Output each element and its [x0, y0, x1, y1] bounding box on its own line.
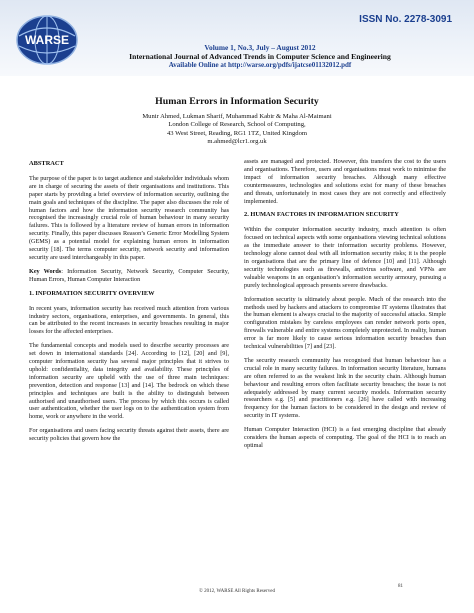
left-column	[29, 158, 229, 449]
section-2-paragraph: Human Computer Interaction (HCI) is a fast emerging discipline that already considers the human aspects of computing. The goal of the HCI is to reach an optimal	[244, 426, 446, 449]
section-2-paragraph: Within the computer information security industry, much attention is often focused on technical aspects with some organisations viewing technical solutions as the immediate answer to their information security problems. However, technology alone cannot deal with all information security risks; it is the people in organisations that are the primary line of defence [10] and [11]. Although security technologies such as firewalls, antivirus software, and VPNs are valuable weapons in an organisation’s information security armoury, pursuing a purely technological approach presents severe drawbacks.	[244, 226, 446, 289]
online-url[interactable]: Available Online at http://warse.org/pdfs/ijatcse01132012.pdf	[168, 61, 352, 69]
author-names: Munir Ahmed, Lukman Sharif, Muhammad Kabir & Maha Al-Maimani	[142, 113, 332, 120]
section-2-heading: 2. HUMAN FACTORS IN INFORMATION SECURITY	[244, 211, 399, 219]
section-1-paragraph: For organisations and users facing security threats against their assets, there are security policies that govern how the	[29, 427, 229, 443]
svg-text:WARSE: WARSE	[24, 33, 70, 47]
keywords-label: Key Words	[29, 267, 62, 275]
author-block	[0, 113, 474, 147]
continued-paragraph: assets are managed and protected. However, this transfers the cost to the users and organisations. Therefore, users and organisations must work to minimise the impact of information security breaches. Although many effective countermeasures, technologies and solutions exist for many of these breaches and threats, unfortunately in most cases they are not correctly and effectively implemented.	[244, 158, 446, 205]
page-number: 81	[398, 584, 403, 589]
copyright-footer: © 2012, WARSE All Rights Reserved	[199, 589, 275, 594]
section-1-paragraph: In recent years, information security has received much attention from various industry sectors, organisations, enterprises, and governments. In general, this can be attributed to the recent increases in security breaches resulting in major losses for the affected enterprises.	[29, 304, 229, 336]
author-affiliation: London College of Research, School of Computing,	[168, 121, 306, 129]
right-column	[244, 158, 446, 456]
author-email[interactable]: m.ahmed@lcr1.org.uk	[207, 138, 267, 146]
keywords-text: : Information Security, Network Security, Computer Security, Human Errors, Human Computer Interaction	[29, 267, 229, 283]
section-1-paragraph: The fundamental concepts and models used to describe security processes are set down in international standards [24]. According to [12], [20] and [9], computer information security has several major principles that it strives to uphold: confidentiality, data integrity and availability. These principles of information security are upheld with the use of three main techniques: prevention, detection and response [13] and [14]. The bedrock on which these principles and techniques are built is the ability to distinguish between authorised and unauthorised users. The process by which this occurs is called user authentication, whether the user logs on to the authentication system from home, work or anywhere in the world.	[29, 342, 229, 421]
section-2-paragraph: The security research community has recognised that human behaviour has a crucial role in many security failures. In information security literature, humans are often referred to as the weakest link in the security chain. Although human behaviour and resulting errors often facilitate security breaches; the issue is not adequately addressed by many current security models. Information security researchers e.g. [5] and practitioners e.g. [26] have called with increasing frequency for the human factors to be considered in the design and review of security in IT systems.	[244, 356, 446, 420]
issn-number: ISSN No. 2278-3091	[359, 14, 452, 25]
section-2-paragraph: Information security is ultimately about people. Much of the research into the methods used by hackers and attackers to compromise IT systems illustrates that the human element is always crucial to the majority of successful attacks. Simple configuration mistakes by careless employees can render network ports open, firewalls vulnerable and entire systems completely unprotected. In reality, human error is far more likely to cause serious information security breaches than technical vulnerabilities [7] and [23].	[244, 295, 446, 351]
journal-name: International Journal of Advanced Trends in Computer Science and Engineering	[129, 52, 391, 61]
author-address: 43 West Street, Reading, RG1 1TZ, United Kingdom	[167, 129, 307, 137]
abstract-heading: ABSTRACT	[29, 160, 64, 167]
abstract-text: The purpose of the paper is to target audience and stakeholder individuals whom are in charge of securing the assets of their organisations and institutions. This paper starts by providing a brief overview of information security, outlining the main goals and techniques of the discipline. The paper also discusses the role of human factors and how the information security research community has recognised the increasingly crucial role of human behaviour in many security failures. This is followed by a literature review of human errors in information security. Finally, this paper discusses Reason’s Generic Error Modelling System (GEMS) as a potential model for explaining human errors in information security [18]. The terms computer security, network security and information security are used interchangeably in this paper.	[29, 174, 229, 261]
volume-line: Volume 1, No.3, July – August 2012	[204, 43, 316, 52]
section-1-heading: 1. INFORMATION SECURITY OVERVIEW	[29, 289, 155, 297]
keywords	[29, 268, 229, 284]
paper-title: Human Errors in Information Security	[155, 96, 319, 107]
